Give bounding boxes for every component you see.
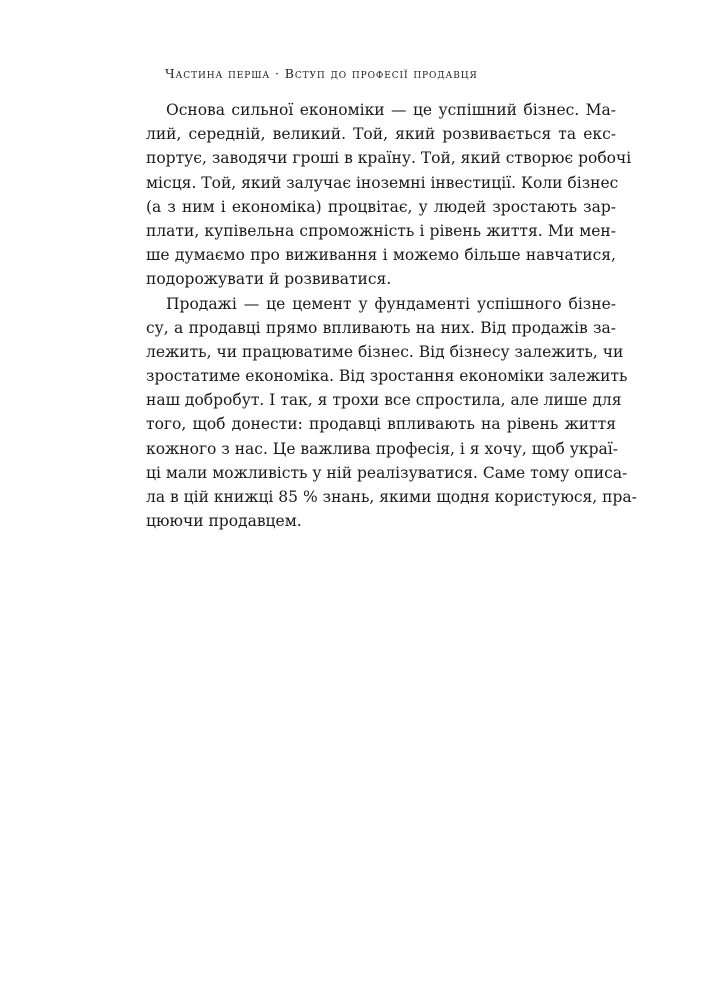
text-line: місця. Той, який залучає іноземні інвестиції. Коли бізнес	[146, 173, 619, 192]
text-line: ла в цій книжці 85 % знань, якими щодня користуюся, пра-	[146, 488, 637, 506]
text-line: Продажі — це цемент у фундаменті успішного бізне-	[166, 294, 616, 313]
running-head-part: Частина перша	[165, 66, 271, 81]
text-line: наш добробут. І так, я трохи все спростила, але лише для	[146, 391, 622, 410]
text-line: подорожувати й розвиватися.	[146, 270, 392, 289]
text-line: ше думаємо про виживання і можемо більше навчатися,	[146, 246, 616, 265]
text-line: (а з ним і економіка) процвітає, у людей зростають зар-	[146, 197, 616, 216]
running-head-chapter: Вступ до професії продавця	[284, 66, 478, 81]
running-head-separator: ·	[275, 66, 280, 81]
text-line: су, а продавці прямо впливають на них. Від продажів за-	[146, 318, 616, 337]
text-line: портує, заводячи гроші в країну. Той, який створює робочі	[146, 149, 632, 168]
text-line: того, щоб донести: продавці впливають на рівень життя	[146, 415, 616, 434]
text-line: плати, купівельна спроможність і рівень життя. Ми мен-	[146, 221, 616, 240]
text-line: зростатиме економіка. Від зростання економіки залежить	[146, 367, 628, 386]
paragraph-2	[146, 292, 637, 534]
text-line: лий, середній, великий. Той, який розвивається та екс-	[146, 125, 616, 144]
running-head	[165, 66, 585, 81]
body-text	[146, 98, 637, 533]
text-line: Основа сильної економіки — це успішний бізнес. Ма-	[166, 101, 616, 119]
text-line: ці мали можливість у ній реалізуватися. Саме тому описа-	[146, 463, 628, 482]
text-line: цюючи продавцем.	[146, 512, 302, 531]
text-line: кожного з нас. Це важлива професія, і я хочу, щоб украї-	[146, 439, 618, 458]
paragraph-1	[146, 98, 632, 292]
text-line: лежить, чи працюватиме бізнес. Від бізнесу залежить, чи	[146, 342, 624, 361]
